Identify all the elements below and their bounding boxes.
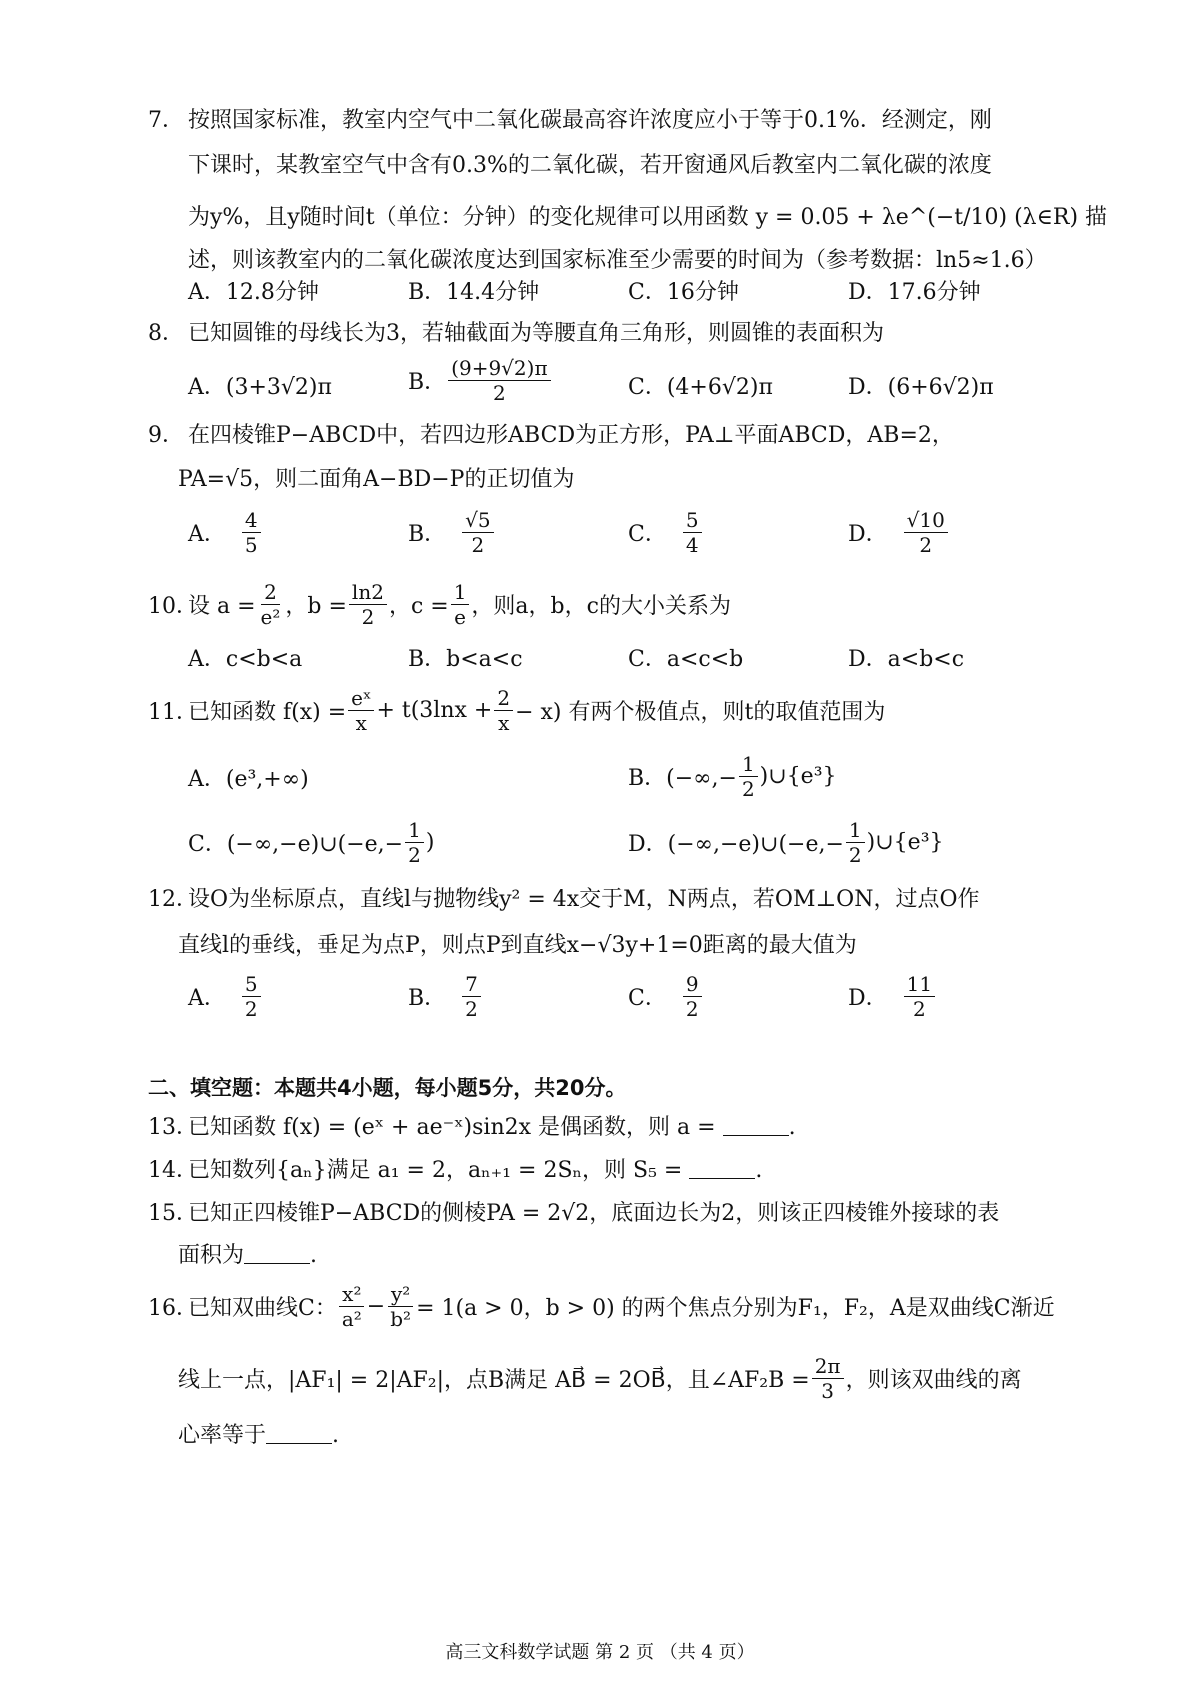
denominator: 2 <box>493 381 506 405</box>
fraction <box>349 580 387 629</box>
fraction <box>683 972 702 1021</box>
denominator: 3 <box>821 1379 834 1403</box>
question-text: 按照国家标准，教室内空气中二氧化碳最高容许浓度应小于等于0.1%．经测定，刚 <box>188 108 992 133</box>
question-text: . <box>310 1243 318 1268</box>
option-b <box>408 508 496 557</box>
fraction <box>683 508 702 557</box>
option-a: A．(3+3√2)π <box>188 375 332 400</box>
numerator: √10 <box>904 508 948 533</box>
options-row <box>188 508 1068 568</box>
fraction <box>258 580 284 629</box>
denominator: 2 <box>465 997 478 1021</box>
question-text: 下课时，某教室空气中含有0.3%的二氧化碳，若开窗通风后教室内二氧化碳的浓度 <box>188 153 992 178</box>
option-label: B． <box>408 370 447 395</box>
denominator: 4 <box>685 533 699 557</box>
fraction <box>448 356 550 405</box>
question-14 <box>148 1153 762 1184</box>
option-c <box>628 972 704 1021</box>
fraction <box>812 1354 844 1403</box>
question-text: 设 a = <box>188 594 256 619</box>
question-number: 16． <box>148 1296 198 1321</box>
question-text: 直线l的垂线，垂足为点P，则点P到直线x−√3y+1=0距离的最大值为 <box>178 933 857 958</box>
option-b: B．14.4分钟 <box>408 280 540 305</box>
numerator: 1 <box>739 752 758 777</box>
option-b <box>628 752 837 801</box>
denominator: 2 <box>244 997 258 1021</box>
answer-blank[interactable] <box>266 1421 332 1444</box>
option-label: D． <box>848 522 888 547</box>
denominator: 5 <box>244 533 258 557</box>
option-c <box>628 508 704 557</box>
option-text: D．(−∞,−e)∪(−e,− <box>628 832 844 857</box>
question-number: 12． <box>148 887 198 912</box>
option-a <box>188 972 263 1021</box>
question-text: = 1(a > 0，b > 0) 的两个焦点分别为F₁，F₂，A是双曲线C渐近 <box>416 1296 1055 1321</box>
option-label: C． <box>628 522 667 547</box>
fraction <box>405 818 424 867</box>
numerator: 2π <box>812 1354 844 1379</box>
numerator: 7 <box>462 972 481 997</box>
question-text: 设O为坐标原点，直线l与抛物线y² = 4x交于M，N两点，若OM⊥ON，过点O作 <box>188 887 980 912</box>
question-number: 9． <box>148 423 184 448</box>
fraction <box>451 580 470 629</box>
question-number: 10． <box>148 594 198 619</box>
question-number: 14． <box>148 1158 198 1183</box>
question-text: ，b = <box>285 594 347 619</box>
denominator: 2 <box>408 843 421 867</box>
question-text: 已知双曲线C： <box>188 1296 337 1321</box>
denominator: b² <box>390 1307 412 1331</box>
numerator: 9 <box>683 972 702 997</box>
numerator: 1 <box>451 580 470 605</box>
fraction <box>462 508 493 557</box>
question-text: 已知数列{aₙ}满足 a₁ = 2，aₙ₊₁ = 2Sₙ，则 S₅ = <box>188 1158 683 1183</box>
question-text: 线上一点，|AF₁| = 2|AF₂|，点B满足 AB⃗ = 2OB⃗，且∠AF₂B = <box>178 1368 810 1393</box>
denominator: 2 <box>848 843 862 867</box>
question-text: 已知圆锥的母线长为3，若轴截面为等腰直角三角形，则圆锥的表面积为 <box>188 321 884 346</box>
numerator: ln2 <box>349 580 387 605</box>
option-c: C．(4+6√2)π <box>628 375 773 400</box>
option-text: )∪{e³} <box>759 764 837 789</box>
denominator: a² <box>341 1307 362 1331</box>
option-text: C．(−∞,−e)∪(−e,− <box>188 832 404 857</box>
answer-blank[interactable] <box>723 1113 789 1136</box>
question-text: ，c = <box>388 594 449 619</box>
option-d: D．(6+6√2)π <box>848 375 994 400</box>
option-a: A．c<b<a <box>188 647 303 672</box>
fraction <box>739 752 758 801</box>
fraction <box>904 972 935 1021</box>
question-text: 述，则该教室内的二氧化碳浓度达到国家标准至少需要的时间为（参考数据：ln5≈1.6） <box>188 248 1047 273</box>
numerator: 1 <box>846 818 865 843</box>
option-d: D．a<b<c <box>848 647 965 672</box>
denominator: x <box>355 711 367 735</box>
option-b <box>408 972 483 1021</box>
option-d: D．17.6分钟 <box>848 280 981 305</box>
question-text: + t(3lnx + <box>376 698 493 723</box>
denominator: 2 <box>685 997 699 1021</box>
option-text: B．(−∞,− <box>628 766 737 791</box>
fraction <box>242 508 261 557</box>
options-row <box>188 972 1068 1032</box>
option-text: )∪{e³} <box>866 830 944 855</box>
denominator: 2 <box>913 997 926 1021</box>
option-label: B． <box>408 986 447 1011</box>
option-d <box>848 508 950 557</box>
numerator: 5 <box>683 508 702 533</box>
answer-blank[interactable] <box>689 1156 755 1179</box>
question-text: 已知正四棱锥P−ABCD的侧棱PA = 2√2，底面边长为2，则该正四棱锥外接球的表 <box>188 1201 1000 1226</box>
option-text: ) <box>425 830 435 855</box>
denominator: x <box>498 711 510 735</box>
option-d <box>628 818 944 867</box>
option-b: B．b<a<c <box>408 647 523 672</box>
denominator: 2 <box>919 533 933 557</box>
question-number: 13． <box>148 1115 198 1140</box>
options-row <box>188 818 1068 878</box>
question-text: ，则该双曲线的离 <box>845 1368 1022 1393</box>
question-text: ，则a，b，c的大小关系为 <box>471 594 731 619</box>
question-number: 8． <box>148 321 184 346</box>
option-c <box>188 818 434 867</box>
numerator: 2 <box>494 686 513 711</box>
question-text: − x) 有两个极值点，则t的取值范围为 <box>515 700 886 725</box>
option-b <box>408 356 553 405</box>
options-row <box>188 356 1068 416</box>
fraction <box>462 972 481 1021</box>
question-text: 已知函数 f(x) = (eˣ + ae⁻ˣ)sin2x 是偶函数，则 a = <box>188 1115 716 1140</box>
option-a: A．12.8分钟 <box>188 280 319 305</box>
question-13 <box>148 1110 796 1141</box>
question-text: − <box>366 1294 386 1319</box>
option-label: A． <box>188 986 226 1011</box>
numerator: 5 <box>242 972 261 997</box>
option-a <box>188 508 263 557</box>
question-text: 面积为 <box>178 1243 245 1268</box>
fraction <box>904 508 948 557</box>
numerator: √5 <box>462 508 493 533</box>
question-text: 已知函数 f(x) = <box>188 700 347 725</box>
question-text: PA=√5，则二面角A−BD−P的正切值为 <box>178 467 575 492</box>
fraction <box>339 1282 365 1331</box>
denominator: 2 <box>361 605 375 629</box>
question-number: 11． <box>148 700 198 725</box>
answer-blank[interactable] <box>244 1241 310 1264</box>
option-c: C．a<c<b <box>628 647 744 672</box>
question-number: 15． <box>148 1201 198 1226</box>
option-label: D． <box>848 986 888 1011</box>
option-a: A．(e³,+∞) <box>188 767 309 792</box>
question-text: . <box>332 1423 340 1448</box>
question-text: 在四棱锥P−ABCD中，若四边形ABCD为正方形，PA⊥平面ABCD，AB=2， <box>188 423 954 448</box>
option-c: C．16分钟 <box>628 280 739 305</box>
numerator: 11 <box>904 972 935 997</box>
numerator: 4 <box>242 508 261 533</box>
denominator: e² <box>260 605 281 629</box>
fraction <box>242 972 261 1021</box>
denominator: 2 <box>471 533 485 557</box>
numerator: y² <box>388 1282 413 1307</box>
option-d <box>848 972 937 1021</box>
option-label: B． <box>408 522 447 547</box>
numerator: x² <box>339 1282 364 1307</box>
question-text: 心率等于 <box>178 1423 267 1448</box>
question-text: . <box>788 1115 796 1140</box>
question-text: 为y%，且y随时间t（单位：分钟）的变化规律可以用函数 y = 0.05 + λe^(−t/10) (λ∈R) 描 <box>188 205 1108 230</box>
numerator: 2 <box>261 580 280 605</box>
denominator: 2 <box>741 777 755 801</box>
option-label: A． <box>188 522 226 547</box>
question-text: . <box>755 1158 763 1183</box>
fraction <box>387 1282 414 1331</box>
fraction <box>494 686 513 735</box>
numerator: eˣ <box>348 686 374 711</box>
denominator: e <box>454 605 466 629</box>
page-footer: 高三文科数学试题 第 2 页 （共 4 页） <box>445 1642 755 1663</box>
numerator: (9+9√2)π <box>448 356 550 381</box>
fraction <box>846 818 865 867</box>
fraction <box>348 686 374 735</box>
question-number: 7． <box>148 108 184 133</box>
section-heading: 二、填空题：本题共4小题，每小题5分，共20分。 <box>148 1076 627 1100</box>
options-row <box>188 752 1068 812</box>
numerator: 1 <box>405 818 424 843</box>
option-label: C． <box>628 986 667 1011</box>
